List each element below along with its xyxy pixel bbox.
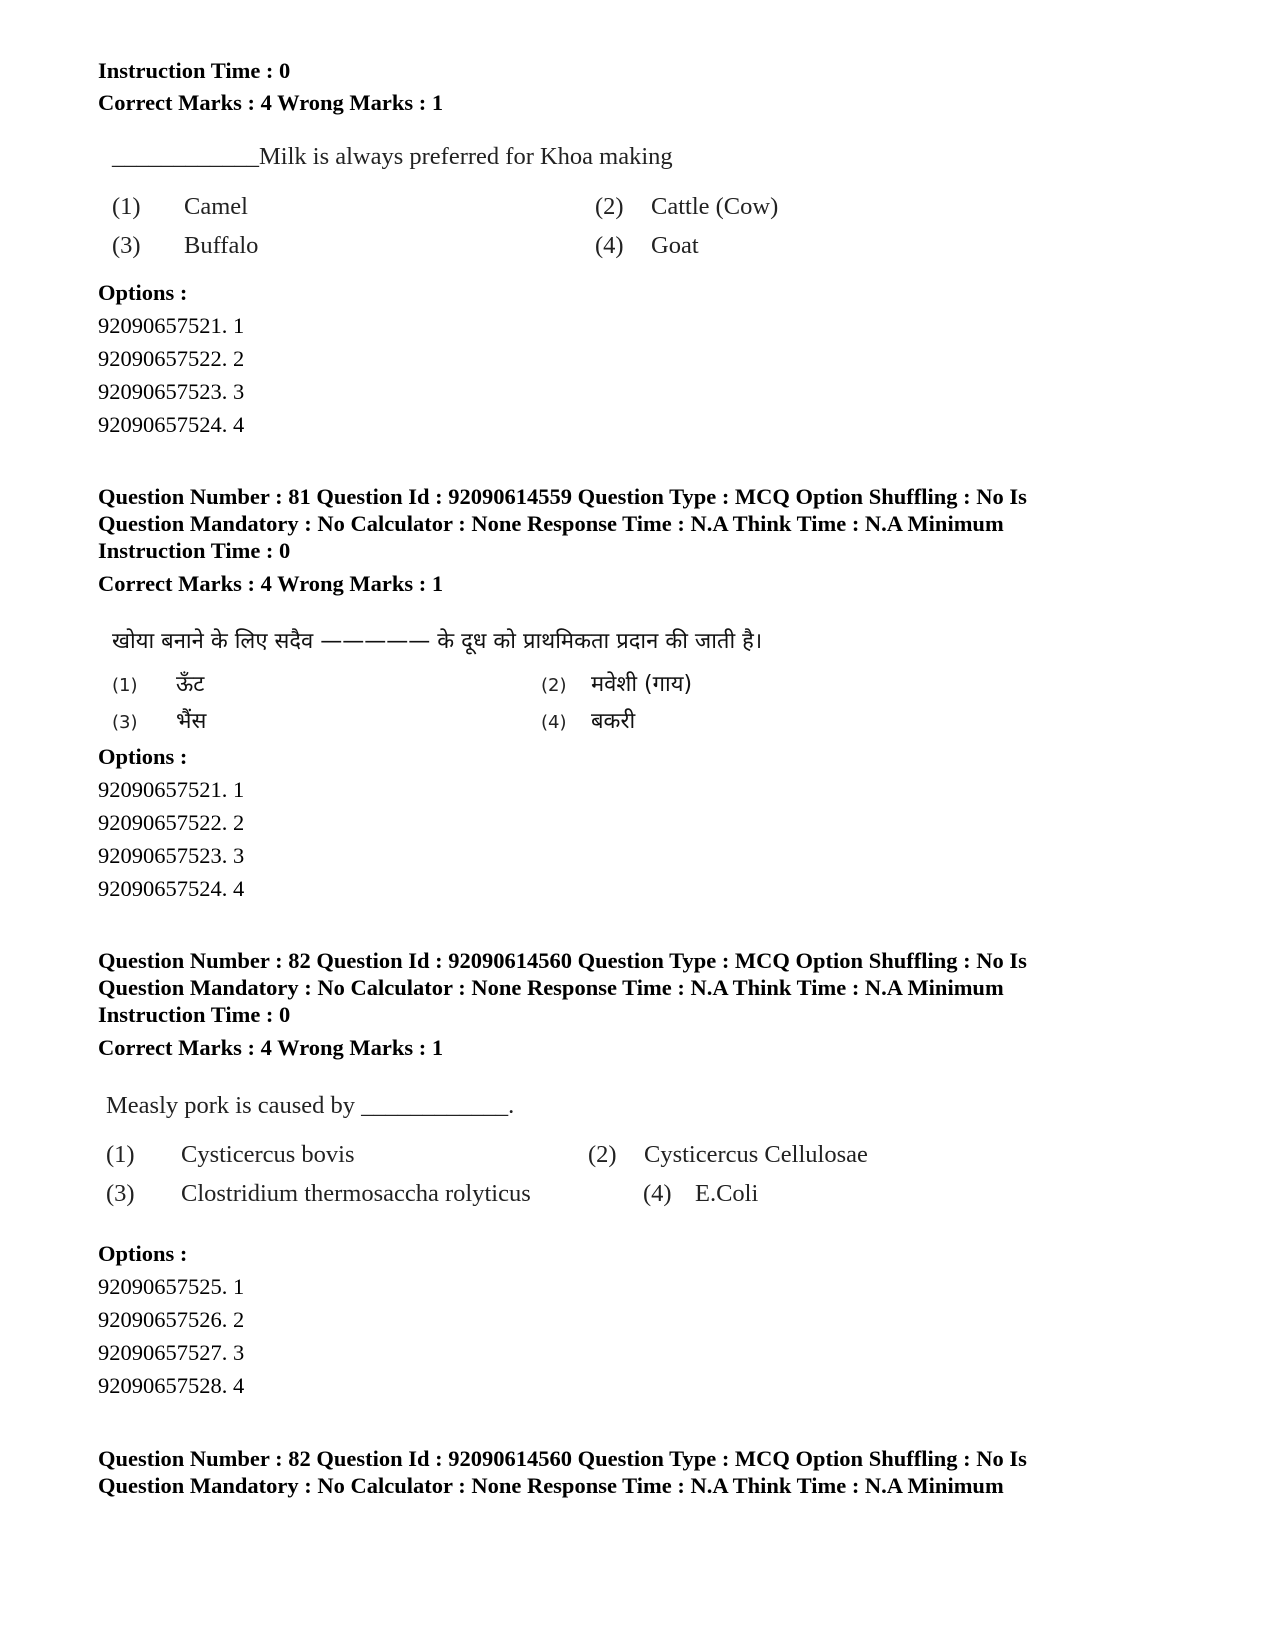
choice-text: Clostridium thermosaccha rolyticus bbox=[181, 1180, 531, 1207]
question-stem bbox=[112, 143, 673, 171]
options-label: Options : bbox=[98, 1241, 188, 1266]
option-id: 92090657523. 3 bbox=[98, 843, 245, 868]
options-label: Options : bbox=[98, 280, 188, 305]
choice-3 bbox=[106, 1180, 531, 1208]
question-header: Question Number : 82 Question Id : 92090614560 Question Type : MCQ Option Shuffling : No Is bbox=[98, 948, 1027, 973]
choice-3 bbox=[112, 705, 206, 735]
instruction-time: Instruction Time : 0 bbox=[98, 538, 291, 563]
choice-text: भैंस bbox=[176, 709, 207, 734]
question-text: Milk is always preferred for Khoa making bbox=[259, 143, 673, 170]
marks-line: Correct Marks : 4 Wrong Marks : 1 bbox=[98, 571, 444, 596]
question-stem bbox=[106, 1092, 514, 1120]
choice-text: Cysticercus bovis bbox=[181, 1141, 355, 1168]
option-id: 92090657524. 4 bbox=[98, 876, 245, 901]
option-id: 92090657522. 2 bbox=[98, 346, 245, 371]
choice-number: (4) bbox=[541, 712, 567, 733]
choice-number: (3) bbox=[112, 712, 138, 733]
choice-number: (1) bbox=[112, 193, 141, 220]
instruction-time: Instruction Time : 0 bbox=[98, 1002, 291, 1027]
choice-1 bbox=[112, 193, 248, 221]
marks-line: Correct Marks : 4 Wrong Marks : 1 bbox=[98, 1035, 444, 1060]
choice-number: (3) bbox=[112, 232, 141, 259]
choice-1 bbox=[106, 1141, 355, 1169]
option-id: 92090657525. 1 bbox=[98, 1274, 245, 1299]
question-blank: ____________. bbox=[361, 1092, 515, 1119]
option-id: 92090657524. 4 bbox=[98, 412, 245, 437]
option-id: 92090657526. 2 bbox=[98, 1307, 245, 1332]
question-blank: ____________ bbox=[112, 143, 259, 170]
choice-4 bbox=[541, 705, 635, 735]
option-id: 92090657521. 1 bbox=[98, 313, 245, 338]
option-id: 92090657527. 3 bbox=[98, 1340, 245, 1365]
choice-number: (3) bbox=[106, 1180, 135, 1207]
choice-2 bbox=[595, 193, 778, 221]
choice-1 bbox=[112, 668, 204, 698]
question-text: Measly pork is caused by bbox=[106, 1092, 356, 1119]
choice-text: Camel bbox=[184, 193, 248, 220]
option-id: 92090657522. 2 bbox=[98, 810, 245, 835]
choice-number: (2) bbox=[595, 193, 624, 220]
option-id: 92090657528. 4 bbox=[98, 1373, 245, 1398]
marks-line: Correct Marks : 4 Wrong Marks : 1 bbox=[98, 90, 444, 115]
choice-text: बकरी bbox=[591, 709, 636, 734]
question-blank: ————— bbox=[320, 629, 431, 654]
choice-2 bbox=[541, 668, 692, 698]
question-header: Question Mandatory : No Calculator : None Response Time : N.A Think Time : N.A Minimum bbox=[98, 975, 1004, 1000]
instruction-time: Instruction Time : 0 bbox=[98, 58, 291, 83]
question-stem bbox=[112, 625, 762, 655]
choice-text: Cysticercus Cellulosae bbox=[644, 1141, 868, 1168]
choice-text: ऊँट bbox=[176, 672, 205, 697]
question-header: Question Number : 82 Question Id : 92090614560 Question Type : MCQ Option Shuffling : No Is bbox=[98, 1446, 1027, 1471]
choice-3 bbox=[112, 232, 258, 260]
choice-4 bbox=[595, 232, 699, 260]
choice-number: (4) bbox=[595, 232, 624, 259]
choice-2 bbox=[588, 1141, 868, 1169]
choice-number: (2) bbox=[588, 1141, 617, 1168]
choice-text: Goat bbox=[651, 232, 699, 259]
question-header: Question Mandatory : No Calculator : None Response Time : N.A Think Time : N.A Minimum bbox=[98, 1473, 1004, 1498]
question-text-after: के दूध को प्राथमिकता प्रदान की जाती है। bbox=[437, 629, 763, 654]
choice-text: Buffalo bbox=[184, 232, 259, 259]
question-text-before: खोया बनाने के लिए सदैव bbox=[112, 629, 314, 654]
choice-text: Cattle (Cow) bbox=[651, 193, 779, 220]
choice-text: मवेशी (गाय) bbox=[591, 672, 693, 697]
question-header: Question Mandatory : No Calculator : None Response Time : N.A Think Time : N.A Minimum bbox=[98, 511, 1004, 536]
option-id: 92090657521. 1 bbox=[98, 777, 245, 802]
choice-number: (1) bbox=[106, 1141, 135, 1168]
options-label: Options : bbox=[98, 744, 188, 769]
choice-number: (1) bbox=[112, 675, 138, 696]
choice-text: E.Coli bbox=[695, 1180, 759, 1207]
choice-number: (2) bbox=[541, 675, 567, 696]
choice-number: (4) bbox=[643, 1180, 672, 1207]
option-id: 92090657523. 3 bbox=[98, 379, 245, 404]
question-header: Question Number : 81 Question Id : 92090614559 Question Type : MCQ Option Shuffling : No Is bbox=[98, 484, 1027, 509]
choice-4 bbox=[643, 1180, 758, 1208]
